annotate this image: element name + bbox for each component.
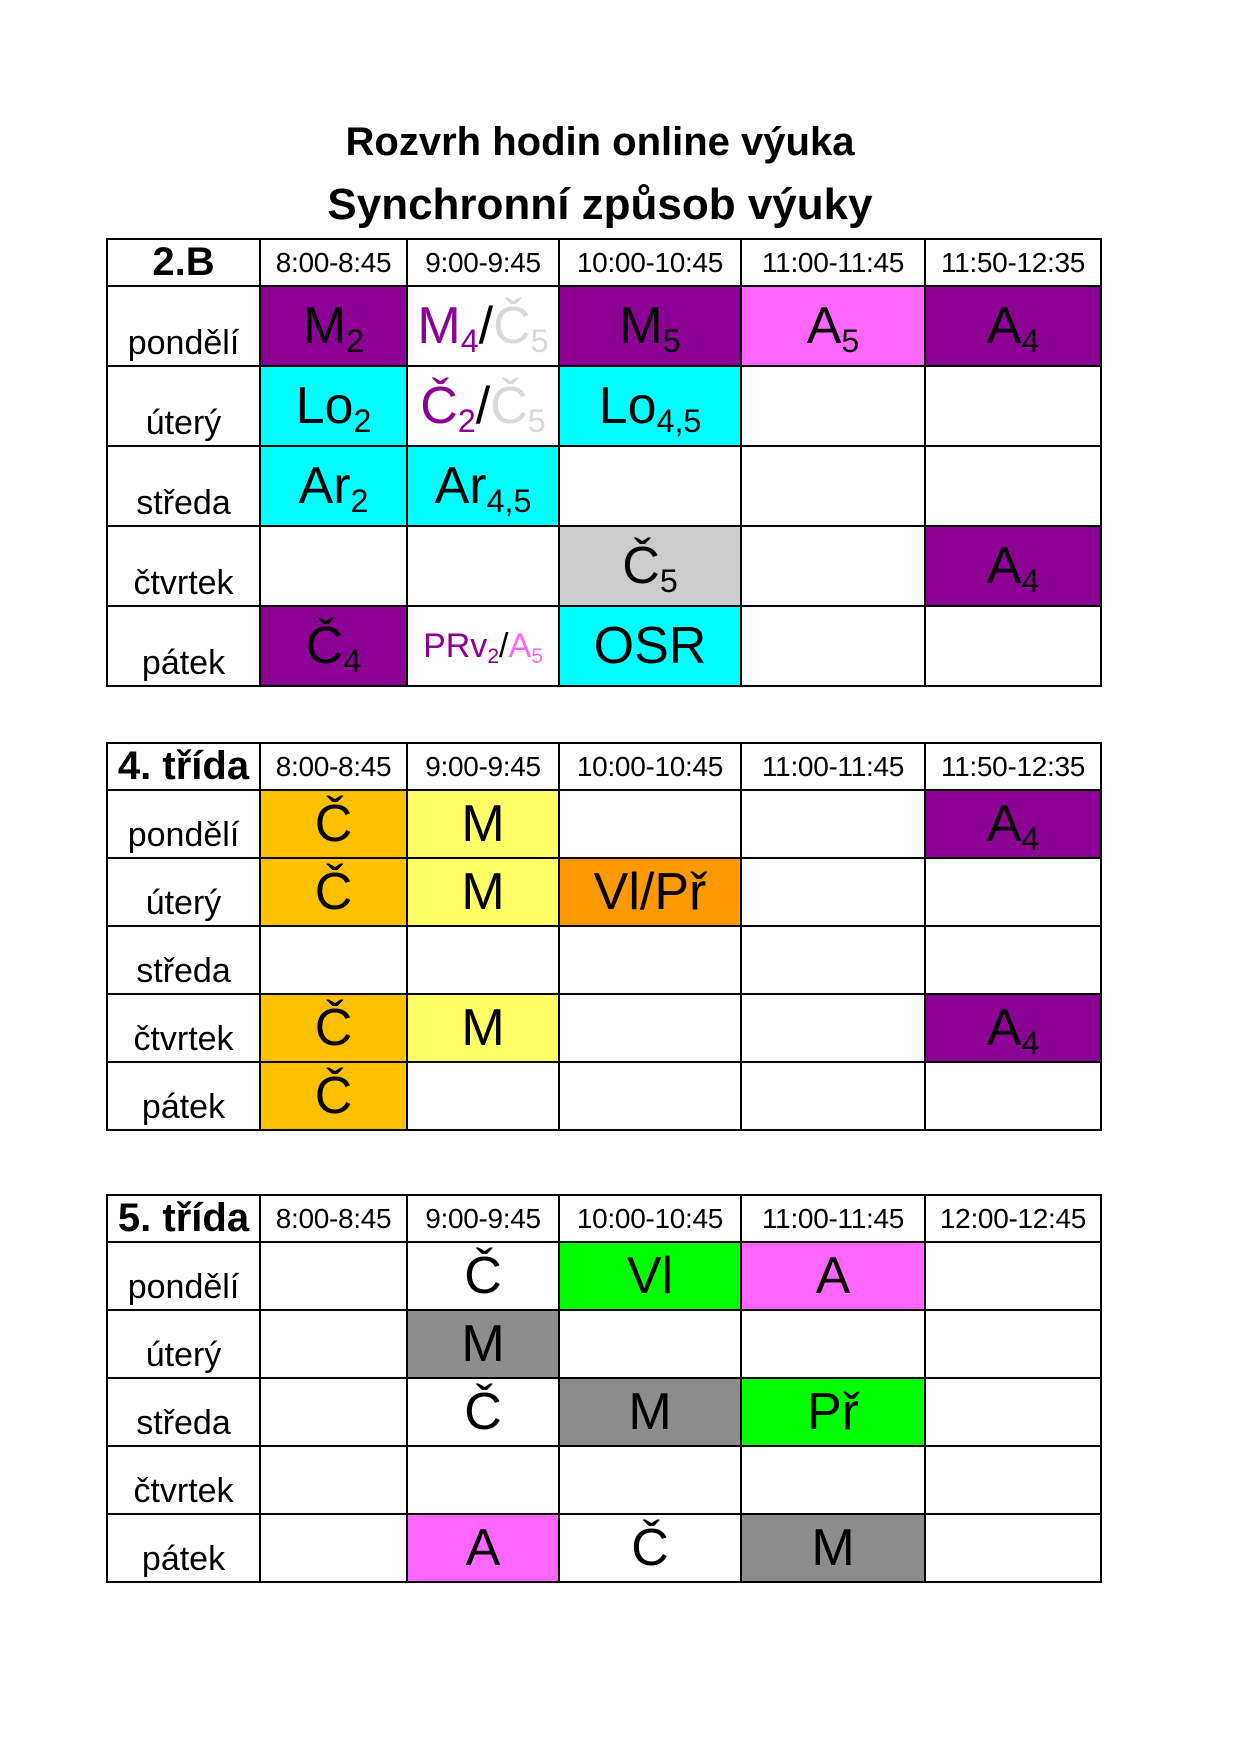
- subject-text: Vl/Př: [593, 863, 707, 921]
- subject-code: [434, 457, 532, 520]
- lesson-cell: [407, 994, 559, 1062]
- subject-code: [420, 377, 476, 440]
- time-slot-header: 9:00-9:45: [407, 1195, 559, 1242]
- lesson-cell: [559, 1310, 741, 1378]
- subject-text: A: [806, 297, 842, 355]
- subject-text: Ar: [298, 457, 351, 515]
- day-row: [107, 1310, 1101, 1378]
- subject-text: /: [499, 627, 509, 665]
- subject-text: Č: [490, 377, 528, 435]
- day-label: čtvrtek: [107, 994, 260, 1062]
- subject-text: M: [811, 1519, 855, 1577]
- lesson-cell: [559, 526, 741, 606]
- lesson-cell: [741, 1062, 925, 1130]
- timetable-5-trida: [106, 1194, 1102, 1583]
- subject-code: [302, 297, 365, 360]
- lesson-cell: [925, 446, 1101, 526]
- time-slot-header: 9:00-9:45: [407, 239, 559, 286]
- subject-text: Č: [464, 1247, 502, 1305]
- lesson-cell: [741, 1378, 925, 1446]
- lesson-cell: [925, 366, 1101, 446]
- group-number: 5: [531, 644, 543, 668]
- lesson-cell: [559, 1242, 741, 1310]
- day-row: [107, 858, 1101, 926]
- lesson-cell: [407, 858, 559, 926]
- header-row: [107, 1195, 1101, 1242]
- day-label: úterý: [107, 366, 260, 446]
- time-slot-header: 11:00-11:45: [741, 239, 925, 286]
- lesson-cell: [925, 1310, 1101, 1378]
- subject-text: Č: [493, 297, 531, 355]
- day-row: [107, 926, 1101, 994]
- lesson-cell: [741, 1242, 925, 1310]
- group-number: 2: [346, 323, 365, 360]
- subject-code: [423, 627, 500, 668]
- subject-code: [598, 377, 702, 440]
- subject-text: M: [619, 297, 663, 355]
- time-slot-header: 10:00-10:45: [559, 743, 741, 790]
- page-subtitle: Synchronní způsob výuky: [327, 180, 873, 229]
- subject-code: [490, 377, 546, 440]
- lesson-cell: [925, 1514, 1101, 1582]
- timetable-2b: [106, 238, 1102, 687]
- subject-text: Č: [305, 617, 344, 675]
- time-slot-header: 11:00-11:45: [741, 743, 925, 790]
- subject-code: [627, 1247, 673, 1305]
- subject-text: A: [986, 795, 1022, 853]
- lesson-cell: [260, 1242, 407, 1310]
- subject-code: [315, 795, 353, 853]
- lesson-cell: [925, 526, 1101, 606]
- lesson-cell: [260, 1378, 407, 1446]
- group-number: 4: [1021, 323, 1040, 360]
- lesson-cell: [925, 1378, 1101, 1446]
- subject-text: M: [417, 297, 461, 355]
- lesson-cell: [260, 1446, 407, 1514]
- subject-code: [476, 377, 490, 435]
- time-slot-header: 11:00-11:45: [741, 1195, 925, 1242]
- lesson-cell: [925, 286, 1101, 366]
- subject-code: [986, 999, 1040, 1062]
- time-slot-header: 9:00-9:45: [407, 743, 559, 790]
- lesson-cell: [741, 286, 925, 366]
- subject-code: [464, 1247, 502, 1305]
- lesson-cell: [741, 926, 925, 994]
- day-label: pátek: [107, 1514, 260, 1582]
- subject-text: Vl: [626, 1247, 674, 1305]
- subject-text: Č: [314, 999, 353, 1057]
- group-number: 4: [460, 323, 479, 360]
- lesson-cell: [559, 1378, 741, 1446]
- lesson-cell: [559, 606, 741, 686]
- lesson-cell: [559, 286, 741, 366]
- subject-code: [986, 795, 1040, 858]
- lesson-cell: [260, 1310, 407, 1378]
- group-number: 5: [530, 323, 549, 360]
- subject-code: [508, 627, 543, 668]
- timetable-4-trida: [106, 742, 1102, 1131]
- lesson-cell: [925, 1062, 1101, 1130]
- day-label: pátek: [107, 1062, 260, 1130]
- lesson-cell: [260, 858, 407, 926]
- subject-code: [315, 863, 353, 921]
- lesson-cell: [260, 790, 407, 858]
- group-number: 5: [527, 403, 546, 440]
- subject-code: [986, 297, 1040, 360]
- subject-code: [816, 1247, 851, 1305]
- lesson-cell: [407, 1378, 559, 1446]
- lesson-cell: [741, 790, 925, 858]
- day-row: [107, 606, 1101, 686]
- day-label: středa: [107, 926, 260, 994]
- lesson-cell: [559, 994, 741, 1062]
- lesson-cell: [925, 858, 1101, 926]
- subject-code: [628, 1383, 671, 1441]
- day-row: [107, 1062, 1101, 1130]
- lesson-cell: [741, 994, 925, 1062]
- subject-code: [622, 537, 678, 600]
- lesson-cell: [741, 1310, 925, 1378]
- subject-text: OSR: [593, 617, 707, 675]
- time-slot-header: 8:00-8:45: [260, 743, 407, 790]
- lesson-cell: [925, 606, 1101, 686]
- day-label: čtvrtek: [107, 526, 260, 606]
- subject-text: Č: [631, 1519, 669, 1577]
- day-label: úterý: [107, 858, 260, 926]
- subject-code: [807, 1383, 859, 1441]
- subject-code: [466, 1519, 501, 1577]
- subject-code: [305, 617, 362, 680]
- class-label: 5. třída: [107, 1195, 260, 1242]
- subject-text: M: [461, 1315, 505, 1373]
- day-label: pátek: [107, 606, 260, 686]
- lesson-cell: [407, 1514, 559, 1582]
- subject-text: Př: [807, 1383, 859, 1441]
- day-label: čtvrtek: [107, 1446, 260, 1514]
- lesson-cell: [260, 606, 407, 686]
- subject-code: [461, 999, 504, 1057]
- subject-text: M: [461, 999, 505, 1057]
- lesson-cell: [407, 1242, 559, 1310]
- subject-text: Č: [314, 863, 353, 921]
- subject-text: M: [302, 297, 347, 355]
- subject-code: [295, 377, 372, 440]
- subject-text: A: [986, 537, 1022, 595]
- subject-code: [493, 297, 549, 360]
- day-label: pondělí: [107, 790, 260, 858]
- group-number: 5: [659, 563, 678, 600]
- subject-text: A: [986, 999, 1022, 1057]
- lesson-cell: [741, 366, 925, 446]
- lesson-cell: [407, 790, 559, 858]
- day-row: [107, 446, 1101, 526]
- subject-text: A: [508, 627, 532, 665]
- lesson-cell: [260, 366, 407, 446]
- day-row: [107, 1514, 1101, 1582]
- group-number: 5: [841, 323, 860, 360]
- lesson-cell: [407, 366, 559, 446]
- group-number: 4: [1021, 821, 1040, 858]
- lesson-cell: [741, 1446, 925, 1514]
- subject-code: [594, 863, 707, 921]
- lesson-cell: [559, 1446, 741, 1514]
- subject-text: Č: [314, 795, 353, 853]
- lesson-cell: [407, 926, 559, 994]
- day-row: [107, 994, 1101, 1062]
- lesson-cell: [407, 446, 559, 526]
- lesson-cell: [741, 858, 925, 926]
- lesson-cell: [260, 994, 407, 1062]
- group-number: 4: [343, 643, 362, 680]
- day-label: středa: [107, 1378, 260, 1446]
- day-row: [107, 526, 1101, 606]
- day-label: středa: [107, 446, 260, 526]
- lesson-cell: [925, 994, 1101, 1062]
- lesson-cell: [741, 606, 925, 686]
- time-slot-header: 11:50-12:35: [925, 239, 1101, 286]
- day-row: [107, 286, 1101, 366]
- subject-text: Ar: [434, 457, 487, 515]
- lesson-cell: [925, 1242, 1101, 1310]
- group-number: 5: [662, 323, 681, 360]
- lesson-cell: [407, 286, 559, 366]
- subject-text: Č: [314, 1067, 353, 1125]
- day-label: pondělí: [107, 1242, 260, 1310]
- lesson-cell: [407, 1062, 559, 1130]
- lesson-cell: [559, 858, 741, 926]
- lesson-cell: [260, 526, 407, 606]
- group-number: 2: [457, 403, 476, 440]
- lesson-cell: [925, 926, 1101, 994]
- subject-text: A: [465, 1519, 501, 1577]
- subject-text: A: [815, 1247, 851, 1305]
- lesson-cell: [559, 1062, 741, 1130]
- group-number: 2: [350, 483, 369, 520]
- subject-code: [479, 297, 493, 355]
- group-number: 2: [353, 403, 372, 440]
- lesson-cell: [925, 1446, 1101, 1514]
- subject-text: M: [628, 1383, 672, 1441]
- lesson-cell: [260, 1514, 407, 1582]
- class-label: 2.B: [107, 239, 260, 286]
- subject-text: Č: [622, 537, 660, 595]
- lesson-cell: [559, 366, 741, 446]
- subject-code: [315, 1067, 353, 1125]
- subject-code: [417, 297, 479, 360]
- subject-code: [619, 297, 681, 360]
- lesson-cell: [407, 1310, 559, 1378]
- subject-code: [631, 1519, 669, 1577]
- class-label: 4. třída: [107, 743, 260, 790]
- lesson-cell: [741, 526, 925, 606]
- header-row: [107, 743, 1101, 790]
- subject-code: [461, 1315, 504, 1373]
- subject-text: M: [461, 795, 505, 853]
- lesson-cell: [260, 286, 407, 366]
- group-number: 4,5: [656, 403, 702, 440]
- time-slot-header: 12:00-12:45: [925, 1195, 1101, 1242]
- subject-text: Č: [420, 377, 458, 435]
- lesson-cell: [407, 1446, 559, 1514]
- day-label: úterý: [107, 1310, 260, 1378]
- subject-text: M: [461, 863, 505, 921]
- group-number: 4: [1021, 1025, 1040, 1062]
- lesson-cell: [559, 446, 741, 526]
- subject-code: [298, 457, 369, 520]
- subject-text: A: [986, 297, 1022, 355]
- day-row: [107, 790, 1101, 858]
- header-row: [107, 239, 1101, 286]
- lesson-cell: [260, 926, 407, 994]
- time-slot-header: 10:00-10:45: [559, 239, 741, 286]
- lesson-cell: [741, 1514, 925, 1582]
- subject-code: [315, 999, 353, 1057]
- lesson-cell: [925, 790, 1101, 858]
- subject-code: [594, 617, 707, 675]
- lesson-cell: [741, 446, 925, 526]
- subject-code: [806, 297, 860, 360]
- lesson-cell: [559, 790, 741, 858]
- subject-text: Lo: [598, 377, 657, 435]
- lesson-cell: [260, 1062, 407, 1130]
- subject-text: Lo: [295, 377, 354, 435]
- group-number: 4,5: [486, 483, 532, 520]
- time-slot-header: 8:00-8:45: [260, 239, 407, 286]
- day-row: [107, 366, 1101, 446]
- subject-code: [461, 795, 504, 853]
- subject-code: [811, 1519, 854, 1577]
- lesson-cell: [407, 606, 559, 686]
- group-number: 2: [487, 644, 500, 668]
- subject-text: /: [475, 377, 491, 435]
- subject-code: [461, 863, 504, 921]
- day-label: pondělí: [107, 286, 260, 366]
- time-slot-header: 10:00-10:45: [559, 1195, 741, 1242]
- lesson-cell: [260, 446, 407, 526]
- time-slot-header: 11:50-12:35: [925, 743, 1101, 790]
- time-slot-header: 8:00-8:45: [260, 1195, 407, 1242]
- day-row: [107, 1446, 1101, 1514]
- subject-text: Č: [464, 1383, 502, 1441]
- page-title: Rozvrh hodin online výuka: [345, 120, 855, 164]
- lesson-cell: [559, 926, 741, 994]
- lesson-cell: [407, 526, 559, 606]
- lesson-cell: [559, 1514, 741, 1582]
- day-row: [107, 1378, 1101, 1446]
- day-row: [107, 1242, 1101, 1310]
- subject-text: PRv: [423, 627, 488, 665]
- subject-text: /: [478, 297, 494, 355]
- group-number: 4: [1021, 563, 1040, 600]
- subject-code: [986, 537, 1040, 600]
- subject-code: [499, 627, 508, 665]
- subject-code: [464, 1383, 502, 1441]
